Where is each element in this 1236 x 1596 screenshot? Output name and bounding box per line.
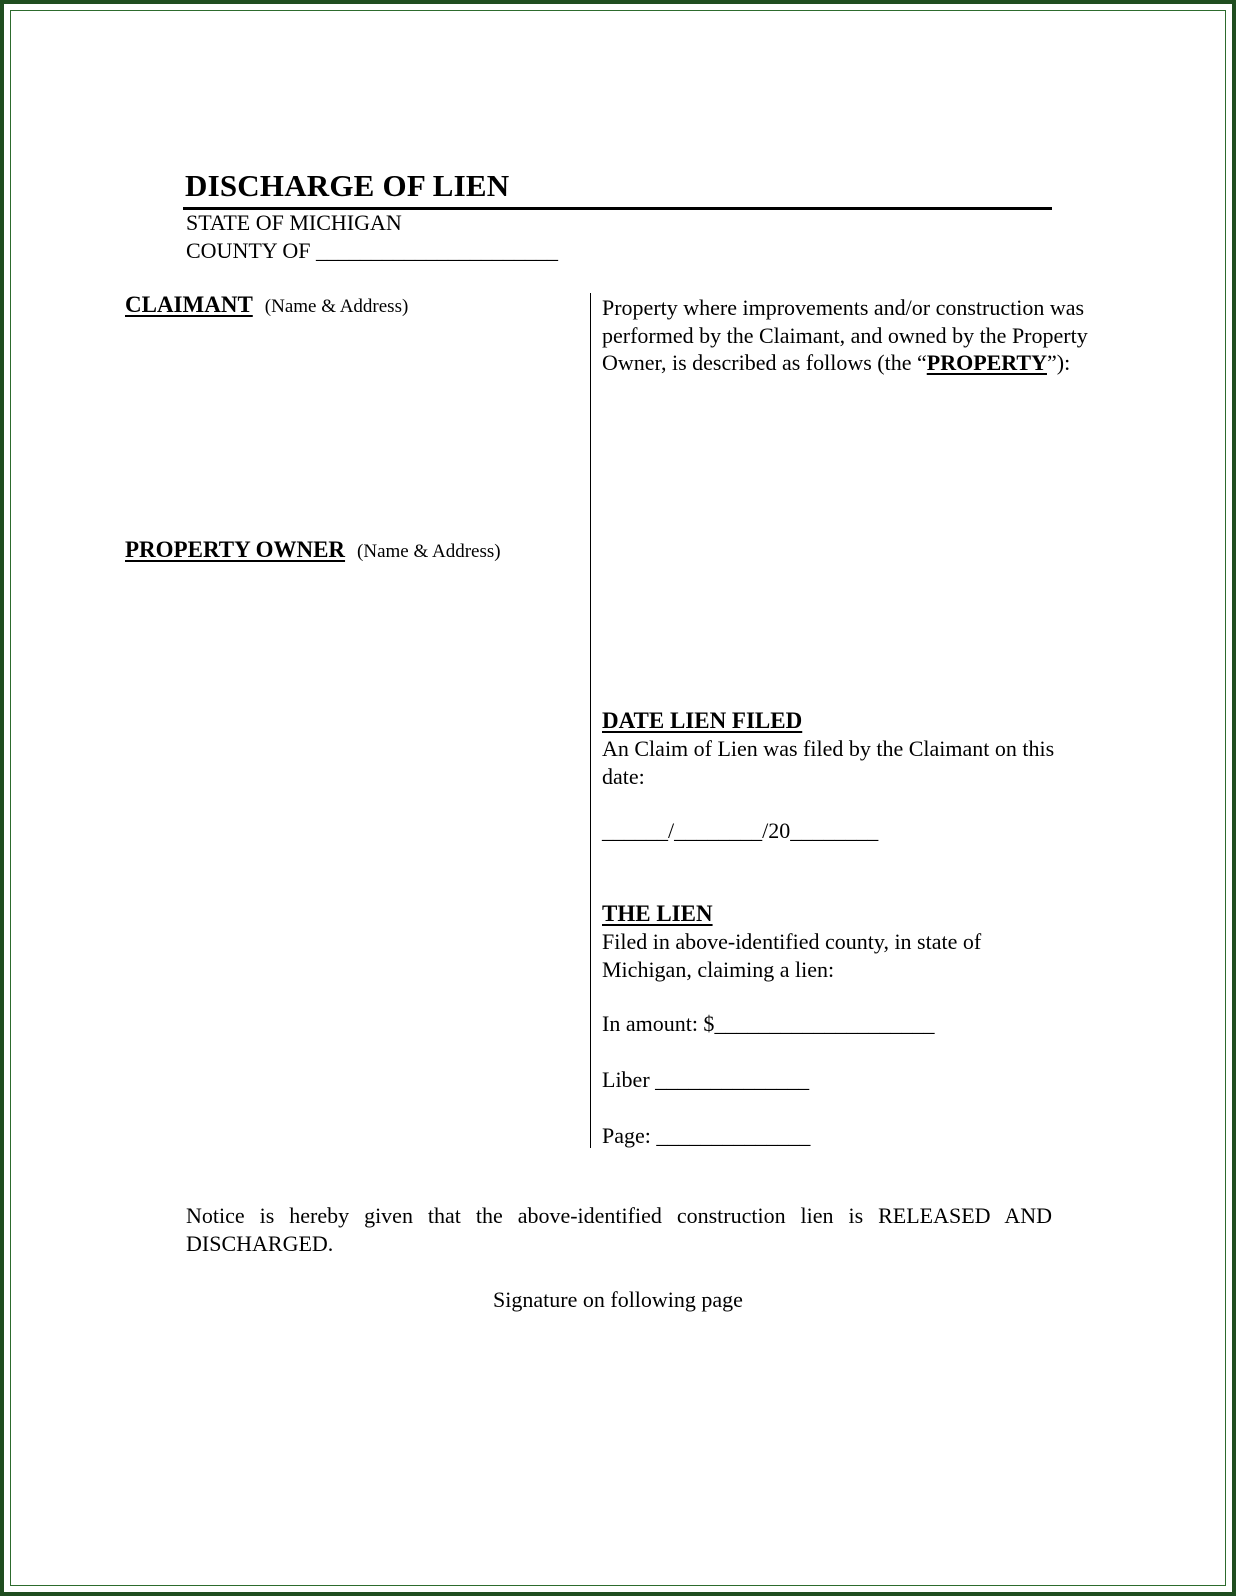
amount-line xyxy=(602,1011,934,1037)
form-title: DISCHARGE OF LIEN xyxy=(185,168,510,203)
signature-note: Signature on following page xyxy=(493,1287,743,1312)
county-blank[interactable]: ______________________ xyxy=(315,238,558,263)
page-blank[interactable]: ______________ xyxy=(656,1123,811,1148)
owner-note: (Name & Address) xyxy=(357,541,501,562)
column-divider xyxy=(590,293,591,1148)
owner-header xyxy=(125,537,501,563)
property-description xyxy=(602,294,1102,377)
claimant-note: (Name & Address) xyxy=(264,296,409,317)
county-label: COUNTY OF xyxy=(186,238,311,263)
owner-heading: PROPERTY OWNER xyxy=(125,537,346,562)
liber-blank[interactable]: ______________ xyxy=(655,1067,810,1092)
page-label: Page: xyxy=(602,1123,651,1148)
amount-label: In amount: $ xyxy=(602,1011,715,1036)
liber-label: Liber xyxy=(602,1067,650,1092)
property-text-lead: Property where improvements and/or construction was performed by the Claimant, and owned by the Property Owner, is described as follows (the “ xyxy=(602,295,1088,375)
liber-line xyxy=(602,1067,809,1093)
the-lien-text: Filed in above-identified county, in state of Michigan, claiming a lien: xyxy=(602,929,982,982)
date-lien-heading: DATE LIEN FILED xyxy=(602,708,803,733)
state-line: STATE OF MICHIGAN xyxy=(186,210,402,235)
page-line xyxy=(602,1123,810,1149)
property-text-tail: ”): xyxy=(1046,350,1071,375)
the-lien-heading: THE LIEN xyxy=(602,901,713,926)
release-notice: Notice is hereby given that the above-identified construction lien is RELEASED AND DISCHARGED. xyxy=(186,1203,1052,1256)
amount-blank[interactable]: ____________________ xyxy=(714,1011,935,1036)
claimant-heading: CLAIMANT xyxy=(125,292,253,317)
county-line xyxy=(186,238,558,264)
date-lien-blank[interactable]: ______/________/20________ xyxy=(602,818,879,843)
date-lien-text: An Claim of Lien was filed by the Claimant on this date: xyxy=(602,736,1055,789)
claimant-header xyxy=(125,292,408,318)
property-term: PROPERTY xyxy=(926,350,1047,375)
